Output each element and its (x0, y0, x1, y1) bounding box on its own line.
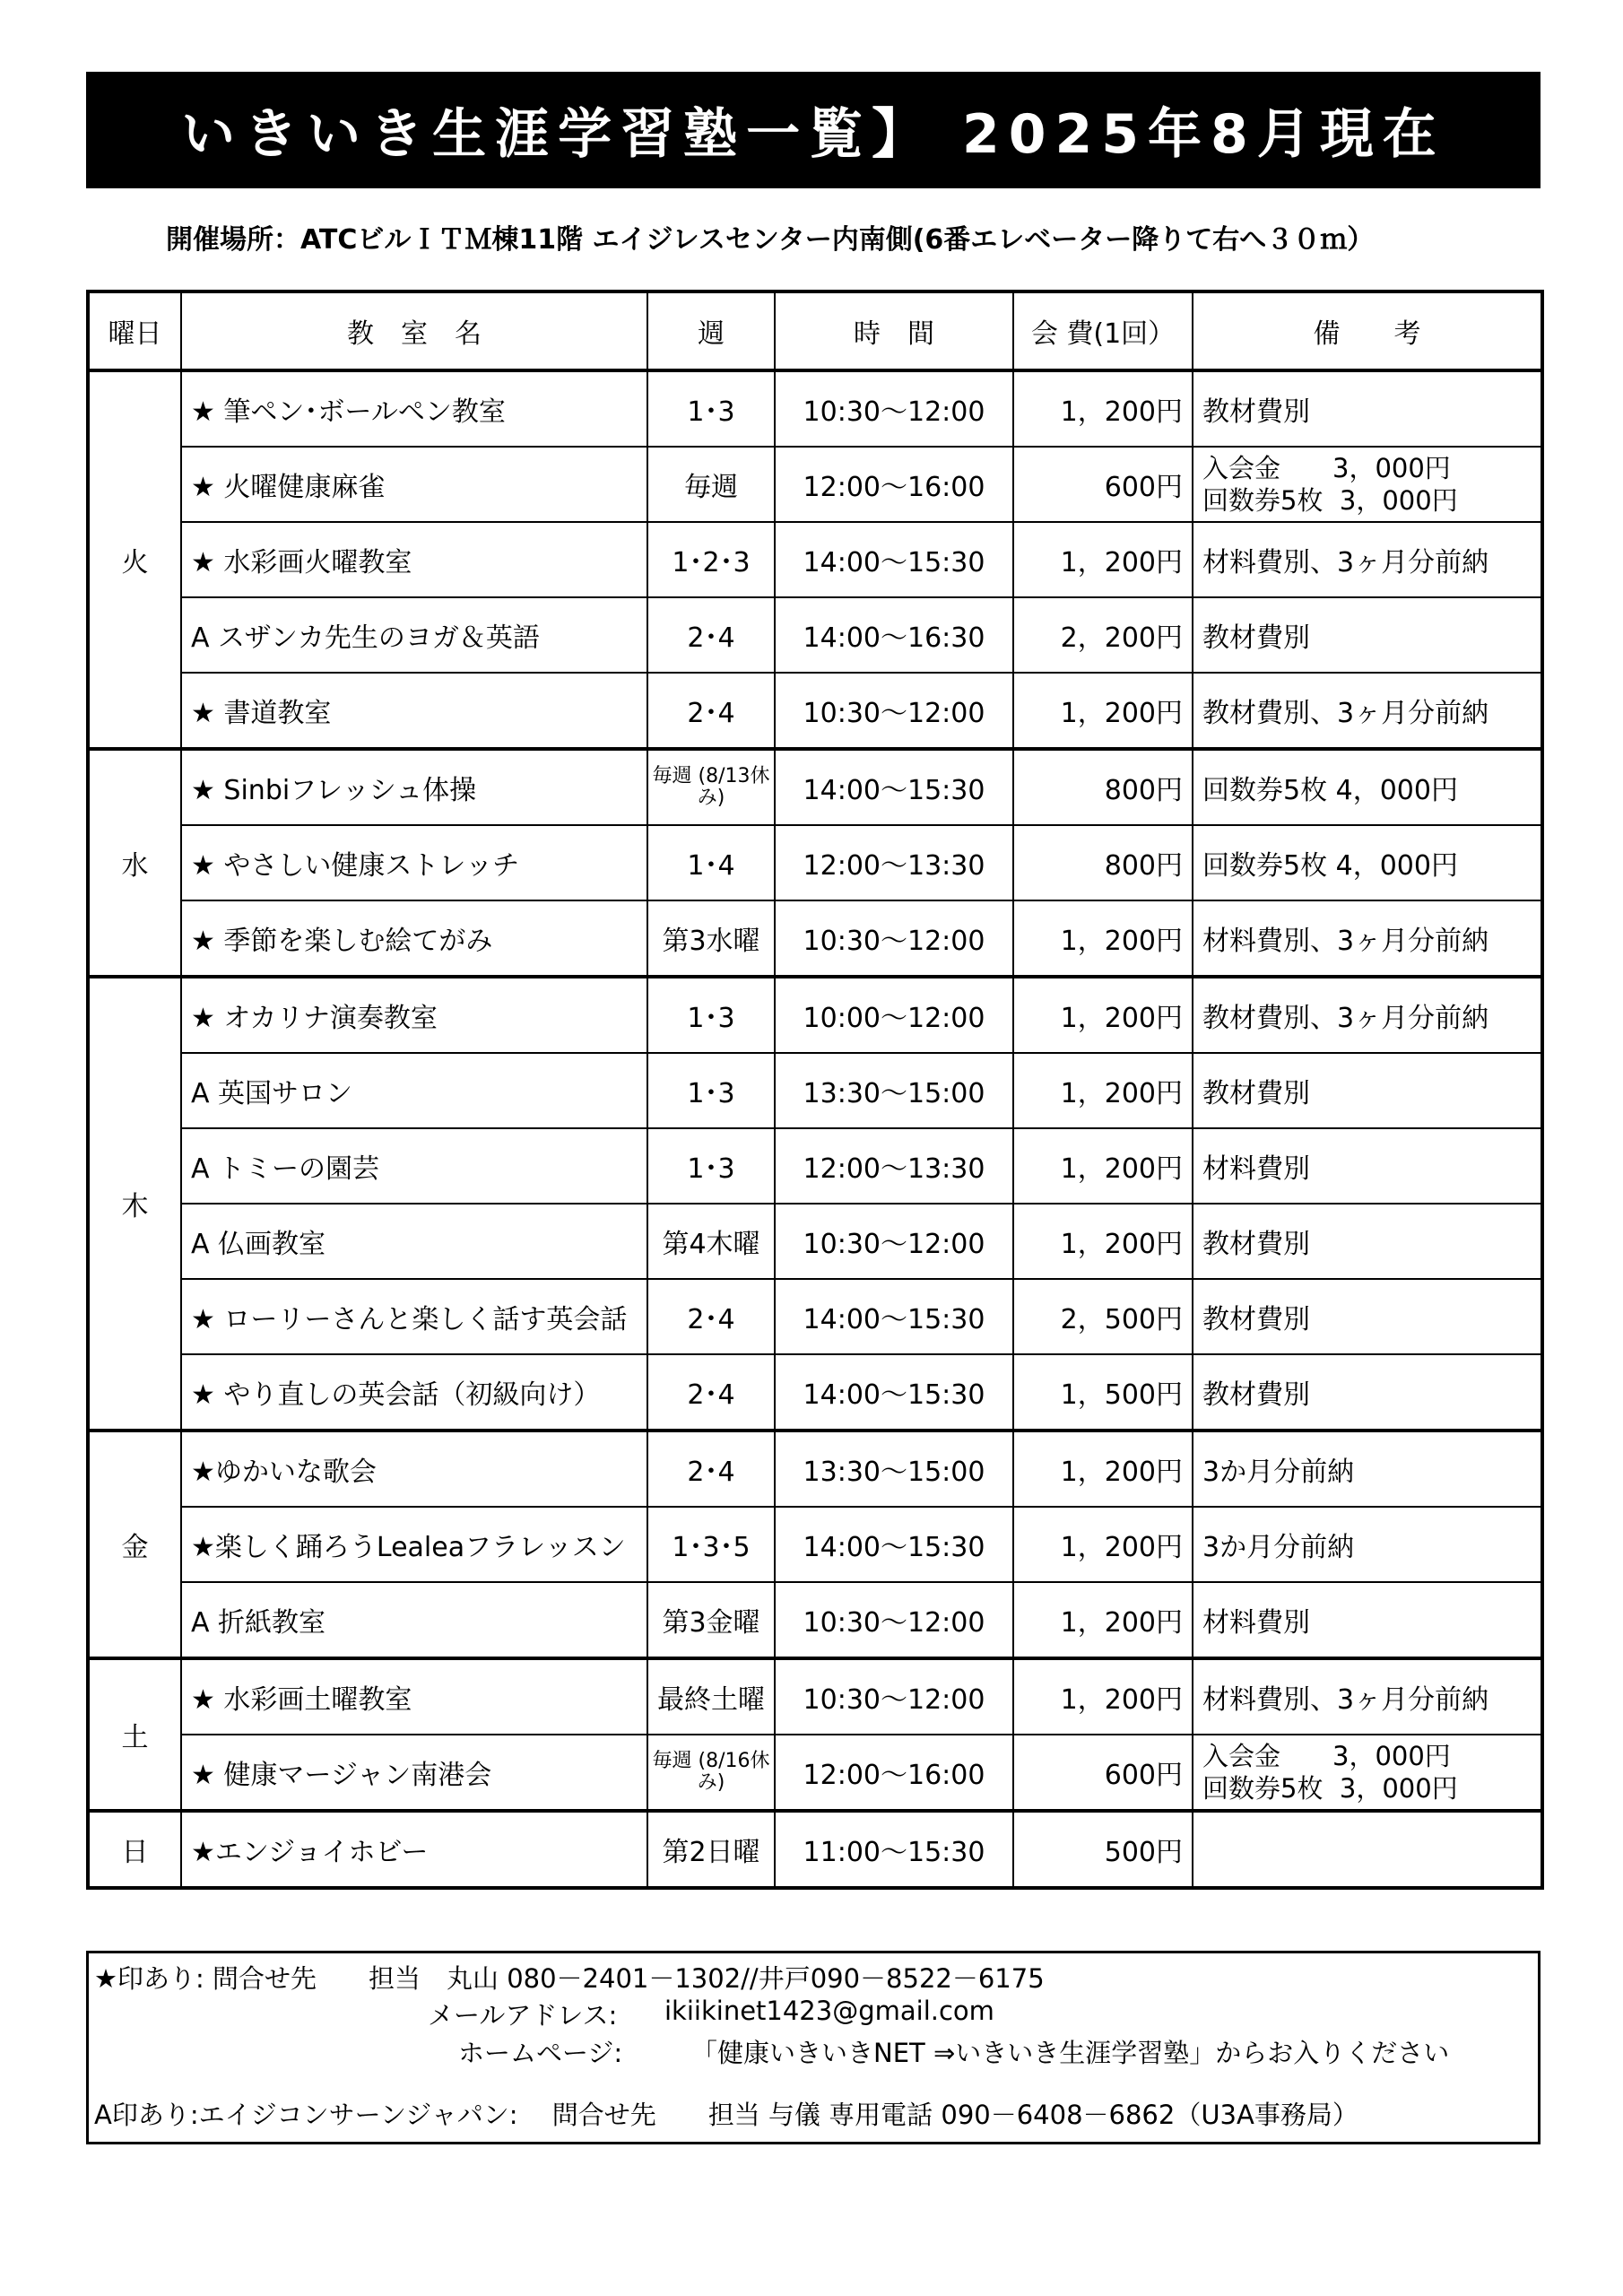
note-cell (1193, 1811, 1542, 1888)
note-cell: 材料費別、3ヶ月分前納 (1193, 900, 1542, 977)
table-row (88, 1204, 1542, 1279)
note-text: 入会金 3，000円 回数券5枚 3，000円 (1202, 1740, 1458, 1804)
day-cell: 水 (88, 749, 181, 977)
fee-cell: 800円 (1013, 749, 1193, 825)
class-name-cell: ★ 書道教室 (181, 673, 647, 749)
header-time: 時 間 (775, 291, 1013, 370)
week-cell: 毎週 (8/16休み) (647, 1735, 775, 1811)
note-cell (1193, 1735, 1542, 1811)
fee-cell: 1，200円 (1013, 1507, 1193, 1582)
homepage-label: ホームページ: (458, 2038, 623, 2068)
table-row (88, 673, 1542, 749)
time-cell: 14:00～15:30 (775, 749, 1013, 825)
time-cell: 10:00～12:00 (775, 977, 1013, 1053)
note-cell: 3か月分前納 (1193, 1431, 1542, 1507)
table-row (88, 370, 1542, 447)
note-cell: 3か月分前納 (1193, 1507, 1542, 1582)
time-cell: 13:30～15:00 (775, 1431, 1013, 1507)
fee-cell: 1，200円 (1013, 900, 1193, 977)
time-cell: 10:30～12:00 (775, 370, 1013, 447)
contact-box (86, 1951, 1541, 2144)
class-name-cell: ★楽しく踊ろうLealeaフラレッスン (181, 1507, 647, 1582)
class-name-cell: ★ 季節を楽しむ絵てがみ (181, 900, 647, 977)
class-name-cell: ★ 水彩画土曜教室 (181, 1658, 647, 1735)
homepage-text: 「健康いきいきNET ⇒いきいき生涯学習塾」からお入りください (691, 2038, 1450, 2068)
time-cell: 14:00～15:30 (775, 522, 1013, 597)
week-cell: 1･2･3 (647, 522, 775, 597)
time-cell: 10:30～12:00 (775, 673, 1013, 749)
class-name-cell: A スザンカ先生のヨガ＆英語 (181, 597, 647, 673)
time-cell: 10:30～12:00 (775, 1658, 1013, 1735)
class-name-cell: ★ゆかいな歌会 (181, 1431, 647, 1507)
note-cell: 教材費別 (1193, 1053, 1542, 1128)
time-cell: 10:30～12:00 (775, 1582, 1013, 1658)
venue-info: 開催場所：ATCビルＩＴＭ棟11階 エイジレスセンター内南側(6番エレベーター降りて右へ３０ｍ） (166, 224, 1375, 256)
header-day: 曜日 (88, 291, 181, 370)
a-contact-line: A印あり:エイジコンサーンジャパン: 問合せ先 担当 与儀 専用電話 090－6408－6862（U3A事務局） (94, 2100, 1358, 2130)
fee-cell: 1，200円 (1013, 522, 1193, 597)
time-cell: 14:00～15:30 (775, 1507, 1013, 1582)
table-row (88, 1735, 1542, 1811)
week-cell: 第2日曜 (647, 1811, 775, 1888)
time-cell: 12:00～16:00 (775, 447, 1013, 522)
note-cell: 教材費別 (1193, 597, 1542, 673)
note-cell: 教材費別 (1193, 1204, 1542, 1279)
day-cell: 火 (88, 370, 181, 749)
fee-cell: 800円 (1013, 825, 1193, 900)
fee-cell: 1，200円 (1013, 1204, 1193, 1279)
fee-cell: 1，200円 (1013, 977, 1193, 1053)
table-row (88, 1811, 1542, 1888)
table-row (88, 1053, 1542, 1128)
week-cell: 第3水曜 (647, 900, 775, 977)
note-cell: 回数券5枚 4，000円 (1193, 825, 1542, 900)
week-cell: 1･3･5 (647, 1507, 775, 1582)
note-cell: 教材費別、3ヶ月分前納 (1193, 977, 1542, 1053)
fee-cell: 1，200円 (1013, 1128, 1193, 1204)
fee-cell: 2，200円 (1013, 597, 1193, 673)
day-cell: 金 (88, 1431, 181, 1658)
time-cell: 12:00～13:30 (775, 1128, 1013, 1204)
fee-cell: 600円 (1013, 447, 1193, 522)
email-address: ikiikinet1423@gmail.com (664, 1996, 994, 2026)
fee-cell: 1，200円 (1013, 1053, 1193, 1128)
day-cell: 日 (88, 1811, 181, 1888)
note-cell: 教材費別 (1193, 370, 1542, 447)
week-cell: 最終土曜 (647, 1658, 775, 1735)
note-cell: 材料費別 (1193, 1582, 1542, 1658)
class-name-cell: A 英国サロン (181, 1053, 647, 1128)
fee-cell: 1，200円 (1013, 673, 1193, 749)
class-name-cell: ★ やり直しの英会話（初級向け） (181, 1354, 647, 1431)
time-cell: 10:30～12:00 (775, 1204, 1013, 1279)
time-cell: 12:00～13:30 (775, 825, 1013, 900)
day-cell: 土 (88, 1658, 181, 1811)
note-cell: 材料費別、3ヶ月分前納 (1193, 522, 1542, 597)
week-cell: 2･4 (647, 673, 775, 749)
header-fee: 会 費(1回） (1013, 291, 1193, 370)
fee-cell: 1，200円 (1013, 1431, 1193, 1507)
week-cell: 2･4 (647, 1354, 775, 1431)
week-cell: 2･4 (647, 597, 775, 673)
header-week: 週 (647, 291, 775, 370)
table-row (88, 447, 1542, 522)
week-cell: 1･3 (647, 1128, 775, 1204)
note-cell (1193, 447, 1542, 522)
table-row (88, 1431, 1542, 1507)
table-row (88, 900, 1542, 977)
week-cell: 1･4 (647, 825, 775, 900)
fee-cell: 1，200円 (1013, 1582, 1193, 1658)
class-name-cell: A トミーの園芸 (181, 1128, 647, 1204)
class-name-cell: A 仏画教室 (181, 1204, 647, 1279)
table-header-row (88, 291, 1542, 370)
note-cell: 教材費別 (1193, 1354, 1542, 1431)
time-cell: 12:00～16:00 (775, 1735, 1013, 1811)
week-cell: 2･4 (647, 1431, 775, 1507)
note-cell: 教材費別、3ヶ月分前納 (1193, 673, 1542, 749)
week-cell: 1･3 (647, 370, 775, 447)
table-row (88, 1279, 1542, 1354)
note-cell: 材料費別、3ヶ月分前納 (1193, 1658, 1542, 1735)
page-title: いきいき生涯学習塾一覧】 2025年8月現在 (86, 72, 1541, 188)
week-cell: 1･3 (647, 977, 775, 1053)
fee-cell: 1，500円 (1013, 1354, 1193, 1431)
class-name-cell: ★エンジョイホビー (181, 1811, 647, 1888)
class-name-cell: ★ 健康マージャン南港会 (181, 1735, 647, 1811)
class-name-cell: ★ やさしい健康ストレッチ (181, 825, 647, 900)
class-name-cell: ★ オカリナ演奏教室 (181, 977, 647, 1053)
fee-cell: 2，500円 (1013, 1279, 1193, 1354)
table-row (88, 1658, 1542, 1735)
table-row (88, 1128, 1542, 1204)
table-row (88, 825, 1542, 900)
time-cell: 14:00～15:30 (775, 1279, 1013, 1354)
fee-cell: 1，200円 (1013, 370, 1193, 447)
table-row (88, 977, 1542, 1053)
star-contact-line: ★印あり: 問合せ先 担当 丸山 080－2401－1302//井戸090－8522－6175 (94, 1963, 1045, 1994)
header-notes: 備 考 (1193, 291, 1542, 370)
class-name-cell: ★ 筆ペン･ボールペン教室 (181, 370, 647, 447)
day-cell: 木 (88, 977, 181, 1431)
class-schedule-table (86, 290, 1544, 1890)
time-cell: 10:30～12:00 (775, 900, 1013, 977)
class-name-cell: ★ 水彩画火曜教室 (181, 522, 647, 597)
fee-cell: 500円 (1013, 1811, 1193, 1888)
time-cell: 14:00～16:30 (775, 597, 1013, 673)
fee-cell: 1，200円 (1013, 1658, 1193, 1735)
time-cell: 14:00～15:30 (775, 1354, 1013, 1431)
week-cell: 毎週 (647, 447, 775, 522)
email-label: メールアドレス: (428, 2000, 618, 2031)
table-row (88, 522, 1542, 597)
week-cell: 1･3 (647, 1053, 775, 1128)
time-cell: 11:00～15:30 (775, 1811, 1013, 1888)
table-row (88, 597, 1542, 673)
class-name-cell: ★ Sinbiフレッシュ体操 (181, 749, 647, 825)
week-cell: 第3金曜 (647, 1582, 775, 1658)
note-cell: 材料費別 (1193, 1128, 1542, 1204)
class-name-cell: ★ 火曜健康麻雀 (181, 447, 647, 522)
note-text: 入会金 3，000円 回数券5枚 3，000円 (1202, 452, 1458, 516)
header-class-name: 教 室 名 (181, 291, 647, 370)
class-name-cell: ★ ローリーさんと楽しく話す英会話 (181, 1279, 647, 1354)
fee-cell: 600円 (1013, 1735, 1193, 1811)
note-cell: 回数券5枚 4，000円 (1193, 749, 1542, 825)
schedule-body (88, 370, 1542, 1888)
table-row (88, 749, 1542, 825)
table-row (88, 1507, 1542, 1582)
time-cell: 13:30～15:00 (775, 1053, 1013, 1128)
table-row (88, 1582, 1542, 1658)
week-cell: 毎週 (8/13休み) (647, 749, 775, 825)
table-row (88, 1354, 1542, 1431)
week-cell: 2･4 (647, 1279, 775, 1354)
note-cell: 教材費別 (1193, 1279, 1542, 1354)
week-cell: 第4木曜 (647, 1204, 775, 1279)
class-name-cell: A 折紙教室 (181, 1582, 647, 1658)
